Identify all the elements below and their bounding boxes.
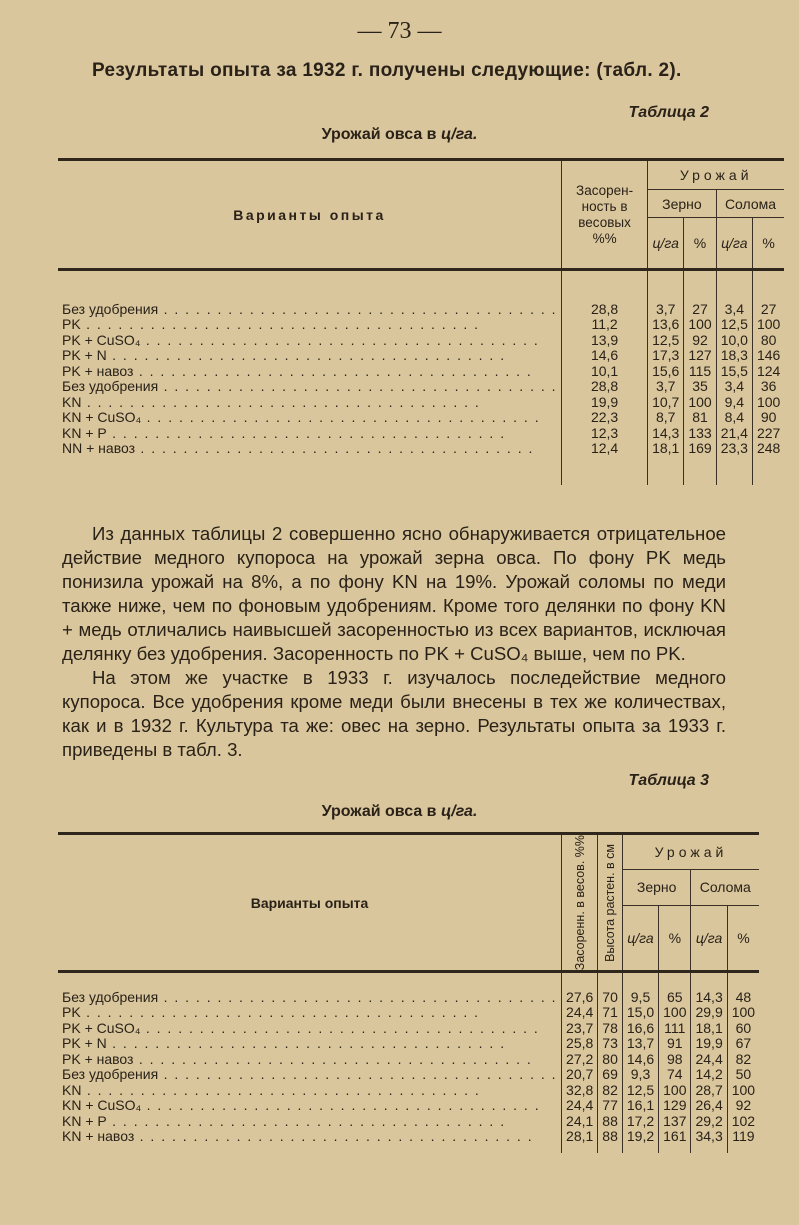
value-cell: 80	[752, 333, 784, 349]
paragraph-1: Из данных таблицы 2 совершенно ясно обнаруживается отрицательное действие медного купороса на урожай зерна овса. По фону PK медь понизила урожай на 8%, а по фону KN на 19%. Урожай соломы по меди также ниже, чем по фоновым удобрениям. Кроме того делянки по фону KN + медь отличались наивысшей засоренностью из всех вариантов, исключая делянку без удобрения. Засоренность по PK + CuSO₄ выше, чем по PK.	[62, 523, 726, 664]
value-cell: 28,8	[562, 302, 648, 318]
table-row	[58, 1021, 759, 1037]
value-cell: 146	[752, 348, 784, 364]
value-cell: 13,9	[562, 333, 648, 349]
value-cell: 19,9	[691, 1036, 727, 1052]
value-cell: 137	[659, 1114, 691, 1130]
value-cell: 12,4	[562, 441, 648, 457]
value-cell: 127	[684, 348, 716, 364]
value-cell: 19,9	[562, 395, 648, 411]
t3-header-pct-straw: %	[727, 905, 759, 972]
variant-cell: KN + CuSO₄ . . .	[58, 410, 562, 426]
page-number: — 73 —	[357, 18, 442, 44]
t3-header-straw: Солома	[691, 869, 759, 905]
value-cell: 26,4	[691, 1098, 727, 1114]
spacer-row	[58, 457, 784, 485]
spacer-row	[58, 972, 759, 990]
value-cell: 88	[598, 1114, 623, 1130]
table-row	[58, 410, 784, 426]
value-cell: 12,5	[622, 1083, 658, 1099]
value-cell: 27	[752, 302, 784, 318]
table-row	[58, 441, 784, 457]
value-cell: 21,4	[716, 426, 752, 442]
variant-cell: PK + CuSO₄ . . .	[58, 333, 562, 349]
value-cell: 161	[659, 1129, 691, 1145]
value-cell: 32,8	[562, 1083, 598, 1099]
value-cell: 8,7	[648, 410, 684, 426]
table-row	[58, 426, 784, 442]
value-cell: 100	[727, 1005, 759, 1021]
variant-cell: PK . . .	[58, 1005, 562, 1021]
value-cell: 3,7	[648, 302, 684, 318]
value-cell: 78	[598, 1021, 623, 1037]
value-cell: 23,3	[716, 441, 752, 457]
value-cell: 50	[727, 1067, 759, 1083]
value-cell: 67	[727, 1036, 759, 1052]
value-cell: 9,4	[716, 395, 752, 411]
paragraph-2: На этом же участке в 1933 г. изучалось последействие медного купороса. Все удобрения кроме меди были внесены в тех же количествах, как и в 1932 г. Культура та же: овес на зерно. Результаты опыта за 1933 г. приведены в табл. 3.	[62, 667, 726, 760]
t3-header-variants: Варианты опыта	[250, 894, 369, 911]
value-cell: 28,8	[562, 379, 648, 395]
value-cell: 100	[752, 395, 784, 411]
value-cell: 36	[752, 379, 784, 395]
table-row	[58, 1114, 759, 1130]
value-cell: 15,5	[716, 364, 752, 380]
table3-caption: Урожай овса в ц/га.	[321, 803, 478, 820]
value-cell: 10,1	[562, 364, 648, 380]
value-cell: 18,1	[691, 1021, 727, 1037]
value-cell: 34,3	[691, 1129, 727, 1145]
t2-header-grain: Зерно	[648, 190, 717, 218]
value-cell: 9,5	[622, 990, 658, 1006]
t2-header-straw: Солома	[716, 190, 784, 218]
value-cell: 27	[684, 302, 716, 318]
value-cell: 100	[684, 395, 716, 411]
variant-cell: NN + навоз . . .	[58, 441, 562, 457]
table-row	[58, 1083, 759, 1099]
value-cell: 12,3	[562, 426, 648, 442]
value-cell: 82	[598, 1083, 623, 1099]
table2-caption: Урожай овса в ц/га.	[321, 126, 478, 143]
variant-cell: KN + P . . .	[58, 1114, 562, 1130]
value-cell: 17,3	[648, 348, 684, 364]
table-row	[58, 348, 784, 364]
value-cell: 14,3	[691, 990, 727, 1006]
variant-cell: Без удобрения . . .	[58, 379, 562, 395]
value-cell: 90	[752, 410, 784, 426]
t2-header-variants: Варианты опыта	[233, 206, 386, 223]
table2-label: Таблица 2	[628, 104, 709, 121]
t3-header-grain: Зерно	[622, 869, 691, 905]
value-cell: 24,1	[562, 1114, 598, 1130]
value-cell: 10,0	[716, 333, 752, 349]
value-cell: 60	[727, 1021, 759, 1037]
t3-header-weed: Засоренн. в весов. %%	[562, 834, 598, 972]
variant-cell: PK + навоз . . .	[58, 364, 562, 380]
value-cell: 19,2	[622, 1129, 658, 1145]
table-row	[58, 1036, 759, 1052]
value-cell: 92	[727, 1098, 759, 1114]
intro-line: Результаты опыта за 1932 г. получены следующие: (табл. 2).	[92, 60, 682, 81]
variant-cell: KN + P . . .	[58, 426, 562, 442]
value-cell: 14,6	[562, 348, 648, 364]
value-cell: 14,6	[622, 1052, 658, 1068]
value-cell: 27,2	[562, 1052, 598, 1068]
variant-cell: PK + N . . .	[58, 348, 562, 364]
value-cell: 73	[598, 1036, 623, 1052]
value-cell: 14,3	[648, 426, 684, 442]
value-cell: 169	[684, 441, 716, 457]
spacer-row	[58, 1145, 759, 1153]
value-cell: 25,8	[562, 1036, 598, 1052]
variant-cell: KN + CuSO₄ . . .	[58, 1098, 562, 1114]
value-cell: 48	[727, 990, 759, 1006]
value-cell: 24,4	[562, 1005, 598, 1021]
variant-cell: PK + N . . .	[58, 1036, 562, 1052]
value-cell: 81	[684, 410, 716, 426]
t2-header-yield: Урожай	[648, 160, 785, 190]
value-cell: 12,5	[716, 317, 752, 333]
value-cell: 28,1	[562, 1129, 598, 1145]
value-cell: 88	[598, 1129, 623, 1145]
variant-cell: PK + навоз . . .	[58, 1052, 562, 1068]
value-cell: 111	[659, 1021, 691, 1037]
table3-label: Таблица 3	[628, 772, 709, 789]
variant-cell: KN . . .	[58, 395, 562, 411]
value-cell: 100	[659, 1083, 691, 1099]
value-cell: 100	[659, 1005, 691, 1021]
value-cell: 29,9	[691, 1005, 727, 1021]
t3-header-pct-grain: %	[659, 905, 691, 972]
value-cell: 129	[659, 1098, 691, 1114]
value-cell: 13,6	[648, 317, 684, 333]
t2-header-pct-grain: %	[684, 218, 716, 270]
t3-header-height: Высота растен. в см	[598, 834, 623, 972]
value-cell: 3,4	[716, 379, 752, 395]
variant-cell: Без удобрения . . .	[58, 990, 562, 1006]
value-cell: 71	[598, 1005, 623, 1021]
table-row	[58, 1052, 759, 1068]
value-cell: 100	[752, 317, 784, 333]
table-row	[58, 395, 784, 411]
value-cell: 9,3	[622, 1067, 658, 1083]
value-cell: 3,4	[716, 302, 752, 318]
value-cell: 15,6	[648, 364, 684, 380]
table-row	[58, 302, 784, 318]
t3-header-cga-grain: ц/га	[622, 905, 658, 972]
variant-cell: Без удобрения . . .	[58, 1067, 562, 1083]
t3-header-yield: Урожай	[622, 834, 759, 870]
variant-cell: PK + CuSO₄ . . .	[58, 1021, 562, 1037]
table-row	[58, 379, 784, 395]
value-cell: 92	[684, 333, 716, 349]
variant-cell: KN . . .	[58, 1083, 562, 1099]
value-cell: 65	[659, 990, 691, 1006]
t2-header-weed: Засорен- ность в весовых %%	[562, 160, 648, 270]
value-cell: 12,5	[648, 333, 684, 349]
value-cell: 227	[752, 426, 784, 442]
table-row	[58, 364, 784, 380]
value-cell: 100	[727, 1083, 759, 1099]
table-row	[58, 1098, 759, 1114]
table-row	[58, 1005, 759, 1021]
value-cell: 91	[659, 1036, 691, 1052]
spacer-row	[58, 270, 784, 302]
table-row	[58, 990, 759, 1006]
value-cell: 133	[684, 426, 716, 442]
value-cell: 98	[659, 1052, 691, 1068]
value-cell: 119	[727, 1129, 759, 1145]
body-text	[62, 522, 726, 762]
value-cell: 18,3	[716, 348, 752, 364]
value-cell: 14,2	[691, 1067, 727, 1083]
value-cell: 102	[727, 1114, 759, 1130]
table-row	[58, 1129, 759, 1145]
value-cell: 80	[598, 1052, 623, 1068]
value-cell: 115	[684, 364, 716, 380]
value-cell: 29,2	[691, 1114, 727, 1130]
value-cell: 100	[684, 317, 716, 333]
table-row	[58, 317, 784, 333]
t3-header-cga-straw: ц/га	[691, 905, 727, 972]
value-cell: 82	[727, 1052, 759, 1068]
variant-cell: Без удобрения . . .	[58, 302, 562, 318]
value-cell: 3,7	[648, 379, 684, 395]
value-cell: 17,2	[622, 1114, 658, 1130]
value-cell: 16,1	[622, 1098, 658, 1114]
table3	[58, 832, 759, 1153]
value-cell: 69	[598, 1067, 623, 1083]
t2-header-pct-straw: %	[752, 218, 784, 270]
value-cell: 13,7	[622, 1036, 658, 1052]
value-cell: 18,1	[648, 441, 684, 457]
value-cell: 35	[684, 379, 716, 395]
value-cell: 27,6	[562, 990, 598, 1006]
table2	[58, 158, 784, 485]
value-cell: 23,7	[562, 1021, 598, 1037]
table-row	[58, 333, 784, 349]
value-cell: 11,2	[562, 317, 648, 333]
value-cell: 10,7	[648, 395, 684, 411]
t2-header-cga-straw: ц/га	[716, 218, 752, 270]
value-cell: 8,4	[716, 410, 752, 426]
value-cell: 16,6	[622, 1021, 658, 1037]
value-cell: 22,3	[562, 410, 648, 426]
variant-cell: PK . . .	[58, 317, 562, 333]
value-cell: 15,0	[622, 1005, 658, 1021]
value-cell: 20,7	[562, 1067, 598, 1083]
value-cell: 70	[598, 990, 623, 1006]
value-cell: 124	[752, 364, 784, 380]
value-cell: 24,4	[691, 1052, 727, 1068]
value-cell: 28,7	[691, 1083, 727, 1099]
table-row	[58, 1067, 759, 1083]
value-cell: 24,4	[562, 1098, 598, 1114]
value-cell: 248	[752, 441, 784, 457]
t2-header-cga-grain: ц/га	[648, 218, 684, 270]
value-cell: 77	[598, 1098, 623, 1114]
value-cell: 74	[659, 1067, 691, 1083]
variant-cell: KN + навоз . . .	[58, 1129, 562, 1145]
